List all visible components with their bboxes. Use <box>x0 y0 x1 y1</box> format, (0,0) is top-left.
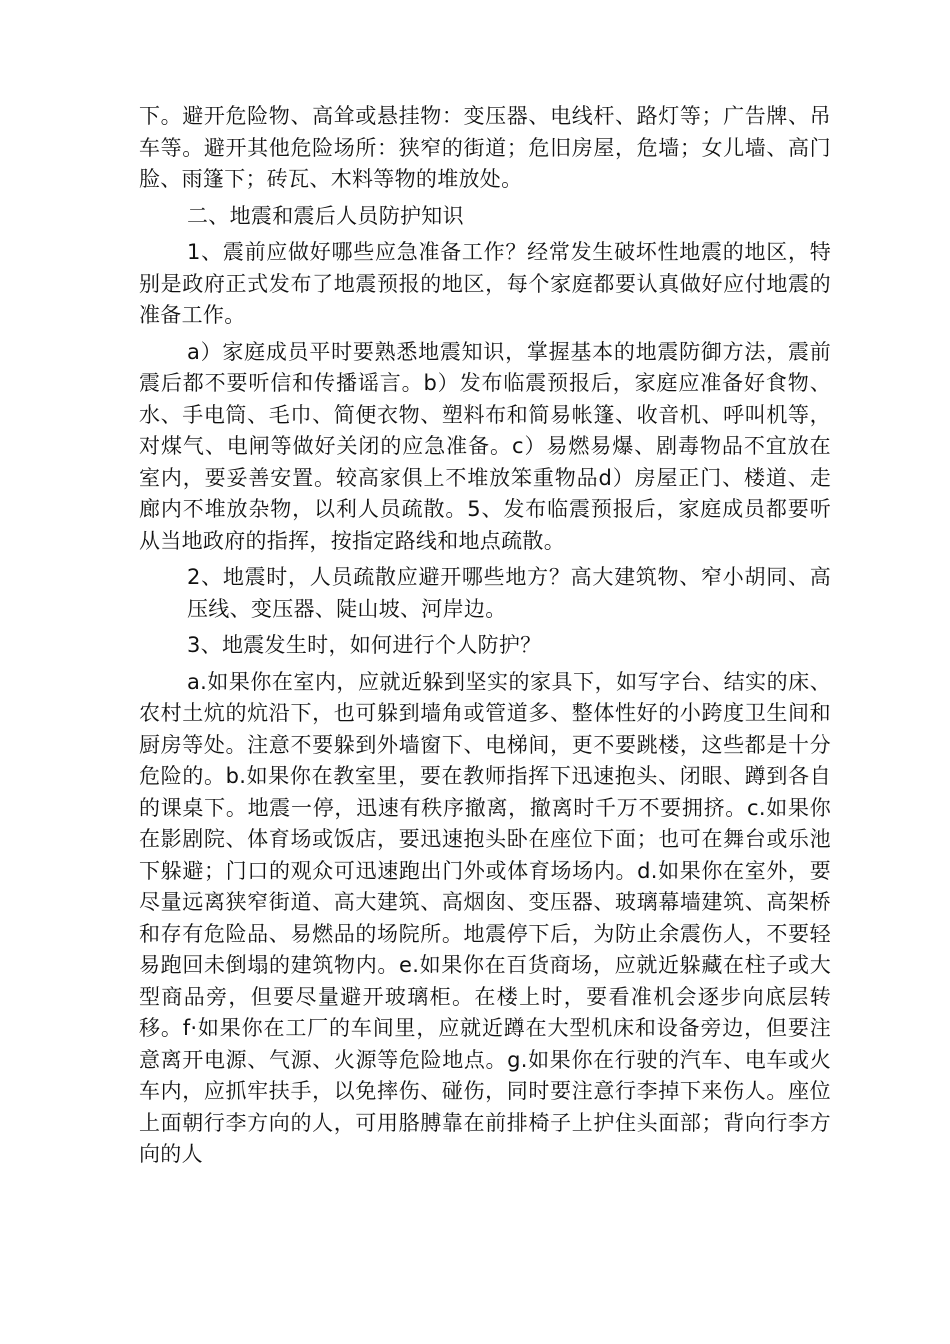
section-heading: 二、地震和震后人员防护知识 <box>187 203 464 228</box>
paragraph-evacuation: 2、地震时，人员疏散应避开哪些地方？高大建筑物、窄小胡同、高压线、变压器、陡山坡、河岸边。 <box>187 565 831 621</box>
paragraph-personal-protection-heading: 3、地震发生时，如何进行个人防护？ <box>187 633 542 657</box>
paragraph-household-measures: a）家庭成员平时要熟悉地震知识，掌握基本的地震防御方法，震前震后都不要听信和传播谣言。b）发布临震预报后，家庭应准备好食物、水、手电筒、毛巾、简便衣物、塑料布和简易帐篷、收音机、呼叫机等，对煤气、电闸等做好关闭的应急准备。c）易燃易爆、剧毒物品不宜放在室内，要妥善安置。较高家俱上不堆放笨重物品d）房屋正门、楼道、走廊内不堆放杂物，以利人员疏散。5、发布临震预报后，家庭成员都要听从当地政府的指挥，按指定路线和地点疏散。 <box>139 339 831 553</box>
document-body <box>139 101 831 1176</box>
paragraph-continuation: 下。避开危险物、高耸或悬挂物：变压器、电线杆、路灯等；广告牌、吊车等。避开其他危险场所：狭窄的街道；危旧房屋，危墙；女儿墙、高门脸、雨篷下；砖瓦、木料等物的堆放处。 <box>139 104 831 191</box>
paragraph-preparation: 1、震前应做好哪些应急准备工作？经常发生破坏性地震的地区，特别是政府正式发布了地震预报的地区，每个家庭都要认真做好应付地震的准备工作。 <box>139 240 831 327</box>
paragraph-personal-protection: a.如果你在室内，应就近躲到坚实的家具下，如写字台、结实的床、农村土炕的炕沿下，也可躲到墙角或管道多、整体性好的小跨度卫生间和厨房等处。注意不要躲到外墙窗下、电梯间，更不要跳楼，这些都是十分危险的。b.如果你在教室里，要在教师指挥下迅速抱头、闭眼、蹲到各自的课桌下。地震一停，迅速有秩序撤离，撤离时千万不要拥挤。c.如果你在影剧院、体育场或饭店，要迅速抱头卧在座位下面；也可在舞台或乐池下躲避；门口的观众可迅速跑出门外或体育场场内。d.如果你在室外，要尽量远离狭窄街道、高大建筑、高烟囱、变压器、玻璃幕墙建筑、高架桥和存有危险品、易燃品的场院所。地震停下后，为防止余震伤人，不要轻易跑回未倒塌的建筑物内。e.如果你在百货商场，应就近躲藏在柱子或大型商品旁，但要尽量避开玻璃柜。在楼上时，要看准机会逐步向底层转移。f·如果你在工厂的车间里，应就近蹲在大型机床和设备旁边，但要注意离开电源、气源、火源等危险地点。g.如果你在行驶的汽车、电车或火车内，应抓牢扶手，以免摔伤、碰伤，同时要注意行李掉下来伤人。座位上面朝行李方向的人，可用胳膊靠在前排椅子上护住头面部；背向行李方向的人 <box>139 669 831 1166</box>
